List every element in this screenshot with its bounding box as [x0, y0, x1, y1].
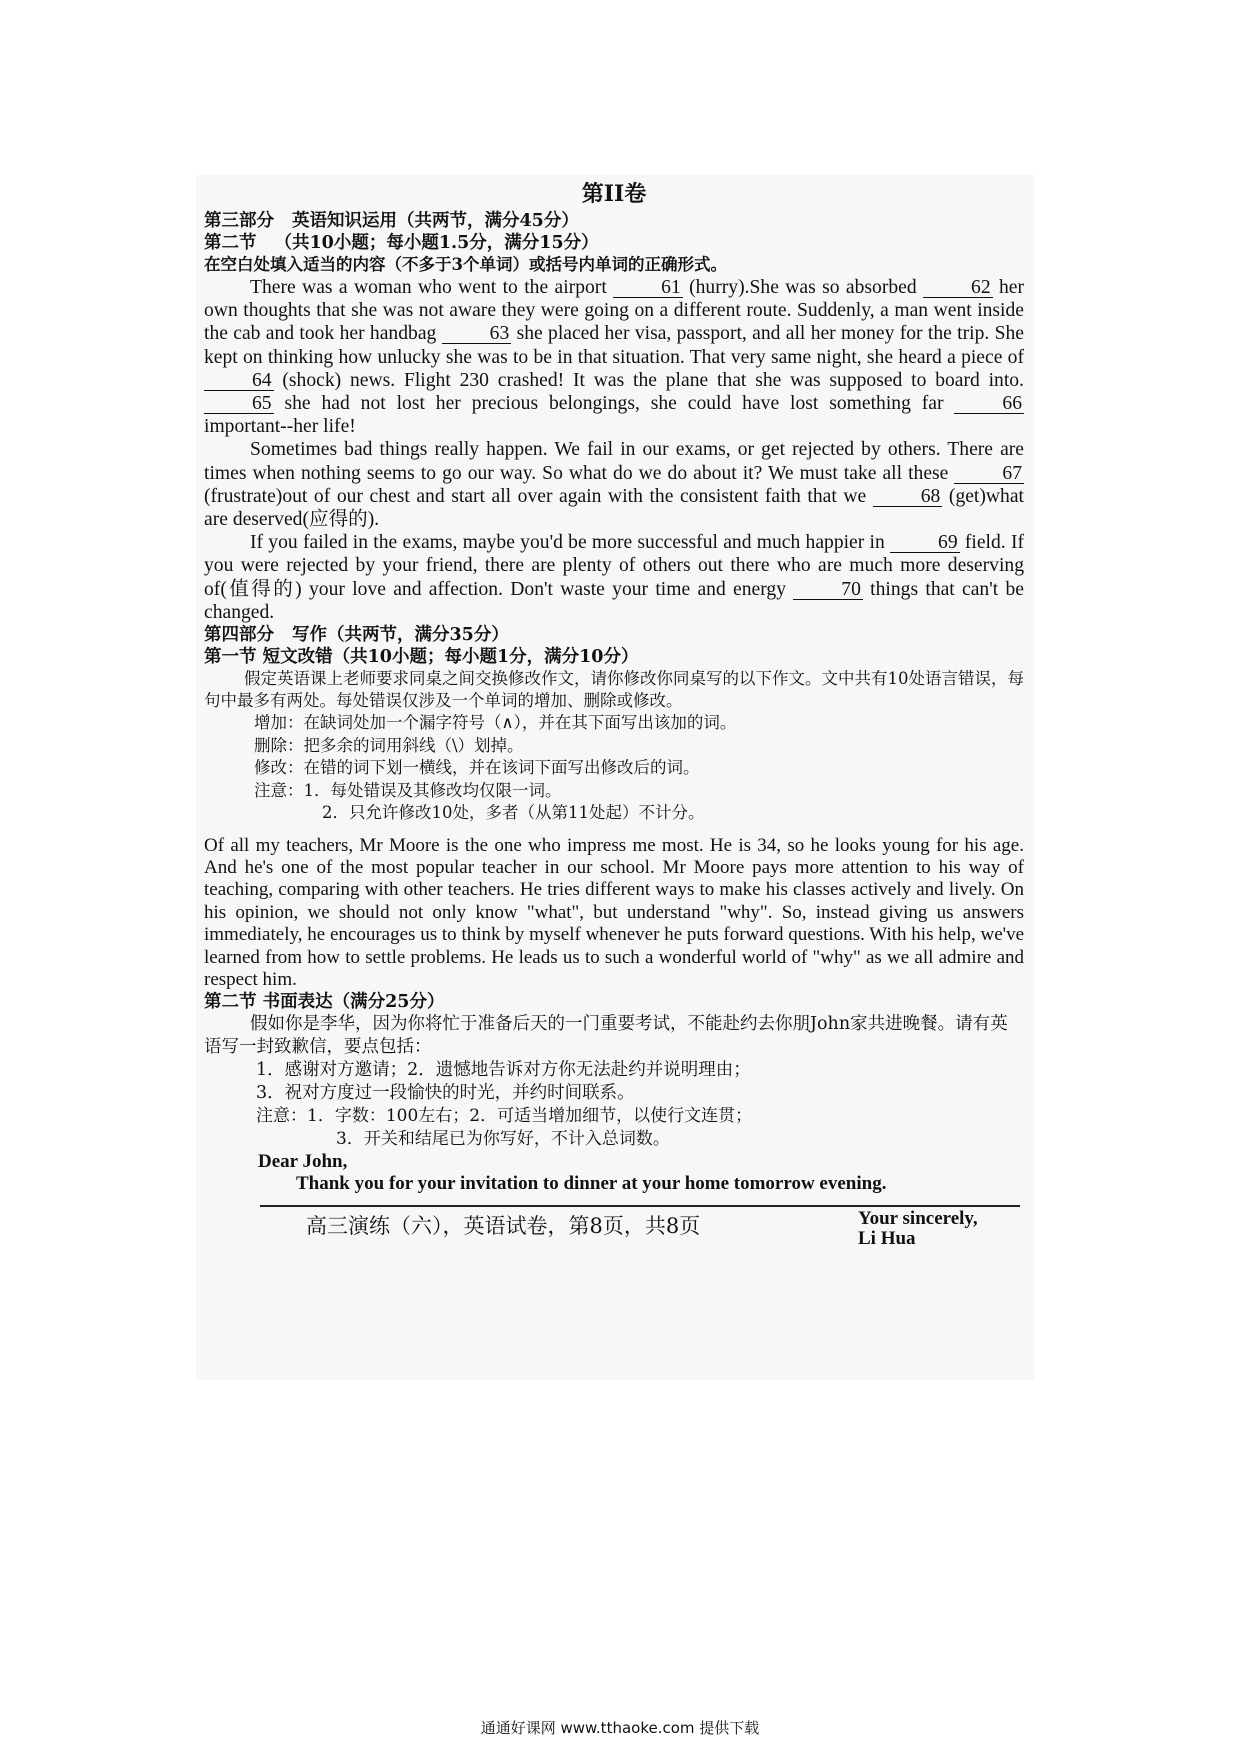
blank-63[interactable]: 63 — [442, 325, 512, 344]
blank-67[interactable]: 67 — [954, 465, 1024, 484]
part4-section2-heading — [204, 991, 1024, 1013]
part3-section2-heading — [204, 232, 1024, 254]
letter-closing: Your sincerely, — [858, 1208, 978, 1230]
part4-heading-text: 写作（共两节，满分35分） — [292, 625, 509, 646]
rule-add: 增加：在缺词处加一个漏字符号（∧），并在其下面写出该加的词。 — [254, 713, 737, 733]
page-footer: 高三演练（六），英语试卷，第8页，共8页 — [306, 1214, 701, 1239]
part4-section1-heading — [204, 646, 1024, 668]
error-correction-essay: Of all my teachers, Mr Moore is the one who impress me most. He is 34, so he looks young for his age. And he's one of the most popular teacher in our school. Mr Moore pays more attention to his way of teaching, comparing with other teachers. He tries different ways to make his classes actively and lively. On his opinion, we should not only know "what", but understand "why". So, instead giving us answers immediately, he encourages us to think by myself whenever he puts forward questions. With his help, we've learned from how to settle problems. He leads us to such a wonderful world of "why" as we all admire and respect him. — [204, 834, 1024, 990]
blank-65[interactable]: 65 — [204, 395, 274, 414]
rule-note-2: 2．只允许修改10处，多者（从第11处起）不计分。 — [322, 803, 705, 823]
cloze-paragraph-3: If you failed in the exams, maybe you'd be more successful and much happier in 69 field. If you were rejected by your friend, there are plenty of others out there who are much more deserving of(值得的) your love and affection. Don't waste your time and energy 70 things that can't be changed. — [204, 532, 1024, 623]
part3-heading-text: 英语知识运用（共两节，满分45分） — [292, 211, 579, 231]
rule-modify: 修改：在错的词下划一横线，并在该词下面写出修改后的词。 — [254, 758, 700, 778]
blank-70[interactable]: 70 — [793, 581, 863, 600]
part4-heading-label: 第四部分 — [204, 625, 274, 646]
cloze-paragraph-1: There was a woman who went to the airport 61 (hurry).She was so absorbed 62 her own thoughts that she was not aware they were going on a different route. Suddenly, a man went inside the cab and took her handbag 63 she placed her visa, passport, and all her money for the trip. She kept on thinking how unlucky she was to be in that situation. That very same night, she heard a piece of 64 (shock) news. Flight 230 crashed! It was the plane that she was supposed to board into. 65 she had not lost her precious belongings, she could have lost something far 66 important--her life! — [204, 277, 1025, 438]
blank-61[interactable]: 61 — [613, 279, 683, 298]
download-note: 通通好课网 www.tthaoke.com 提供下载 — [480, 1719, 760, 1737]
section-heading-text: 短文改错（共10小题；每小题1分，满分10分） — [262, 647, 639, 668]
section-heading-label: 第二节 — [204, 992, 257, 1013]
section-heading-label: 第一节 — [204, 647, 257, 668]
rule-delete: 删除：把多余的词用斜线（\）划掉。 — [254, 735, 524, 755]
footer-row — [204, 1207, 1024, 1263]
letter-opening: Thank you for your invitation to dinner at your home tomorrow evening. — [296, 1173, 887, 1195]
section-heading-text: （共10小题；每小题1.5分，满分15分） — [274, 233, 599, 253]
blank-68[interactable]: 68 — [873, 488, 943, 507]
section-heading-label: 第二节 — [204, 233, 257, 253]
part3-heading-label: 第三部分 — [204, 211, 274, 231]
rule-note-1: 注意：1．每处错误及其修改均仅限一词。 — [254, 780, 562, 800]
letter-signature: Li Hua — [858, 1228, 916, 1250]
volume-title: 第II卷 — [581, 181, 647, 207]
part3-heading — [204, 210, 1024, 232]
writing-point-2: 3．祝对方度过一段愉快的时光，并约时间联系。 — [256, 1083, 635, 1104]
writing-note-2: 3．开关和结尾已为你写好，不计入总词数。 — [336, 1129, 670, 1150]
section-heading-text: 书面表达（满分25分） — [262, 992, 445, 1013]
writing-point-1: 1．感谢对方邀请；2．遗憾地告诉对方你无法赴约并说明理由； — [256, 1060, 751, 1081]
exam-content — [204, 180, 1024, 1263]
letter-signoff — [858, 1209, 978, 1249]
part4-heading — [204, 624, 1024, 646]
writing-note-1: 注意：1．字数：100左右；2．可适当增加细节，以使行文连贯； — [256, 1106, 753, 1127]
blank-62[interactable]: 62 — [923, 279, 993, 298]
error-correction-instruction: 假定英语课上老师要求同桌之间交换修改作文，请你修改你同桌写的以下作文。文中共有10处语言错误，每句中最多有两处。每处错误仅涉及一个单词的增加、删除或修改。 — [204, 669, 1024, 711]
writing-prompt: 假如你是李华，因为你将忙于准备后天的一门重要考试，不能赴约去你朋John家共进晚餐。请有英语写一封致歉信，要点包括： — [204, 1014, 1008, 1058]
blank-69[interactable]: 69 — [890, 534, 960, 553]
blank-64[interactable]: 64 — [204, 372, 274, 391]
cloze-paragraph-2: Sometimes bad things really happen. We fail in our exams, or get rejected by others. There are times when nothing seems to go our way. So what do we do about it? We must take all these 67 (frustrate)out of our chest and start all over again with the consistent faith that we 68 (get)what are deserved(应得的). — [204, 439, 1024, 531]
cloze-instruction: 在空白处填入适当的内容（不多于3个单词）或括号内单词的正确形式。 — [204, 255, 727, 274]
letter-salutation: Dear John, — [258, 1151, 348, 1173]
blank-66[interactable]: 66 — [954, 395, 1024, 414]
